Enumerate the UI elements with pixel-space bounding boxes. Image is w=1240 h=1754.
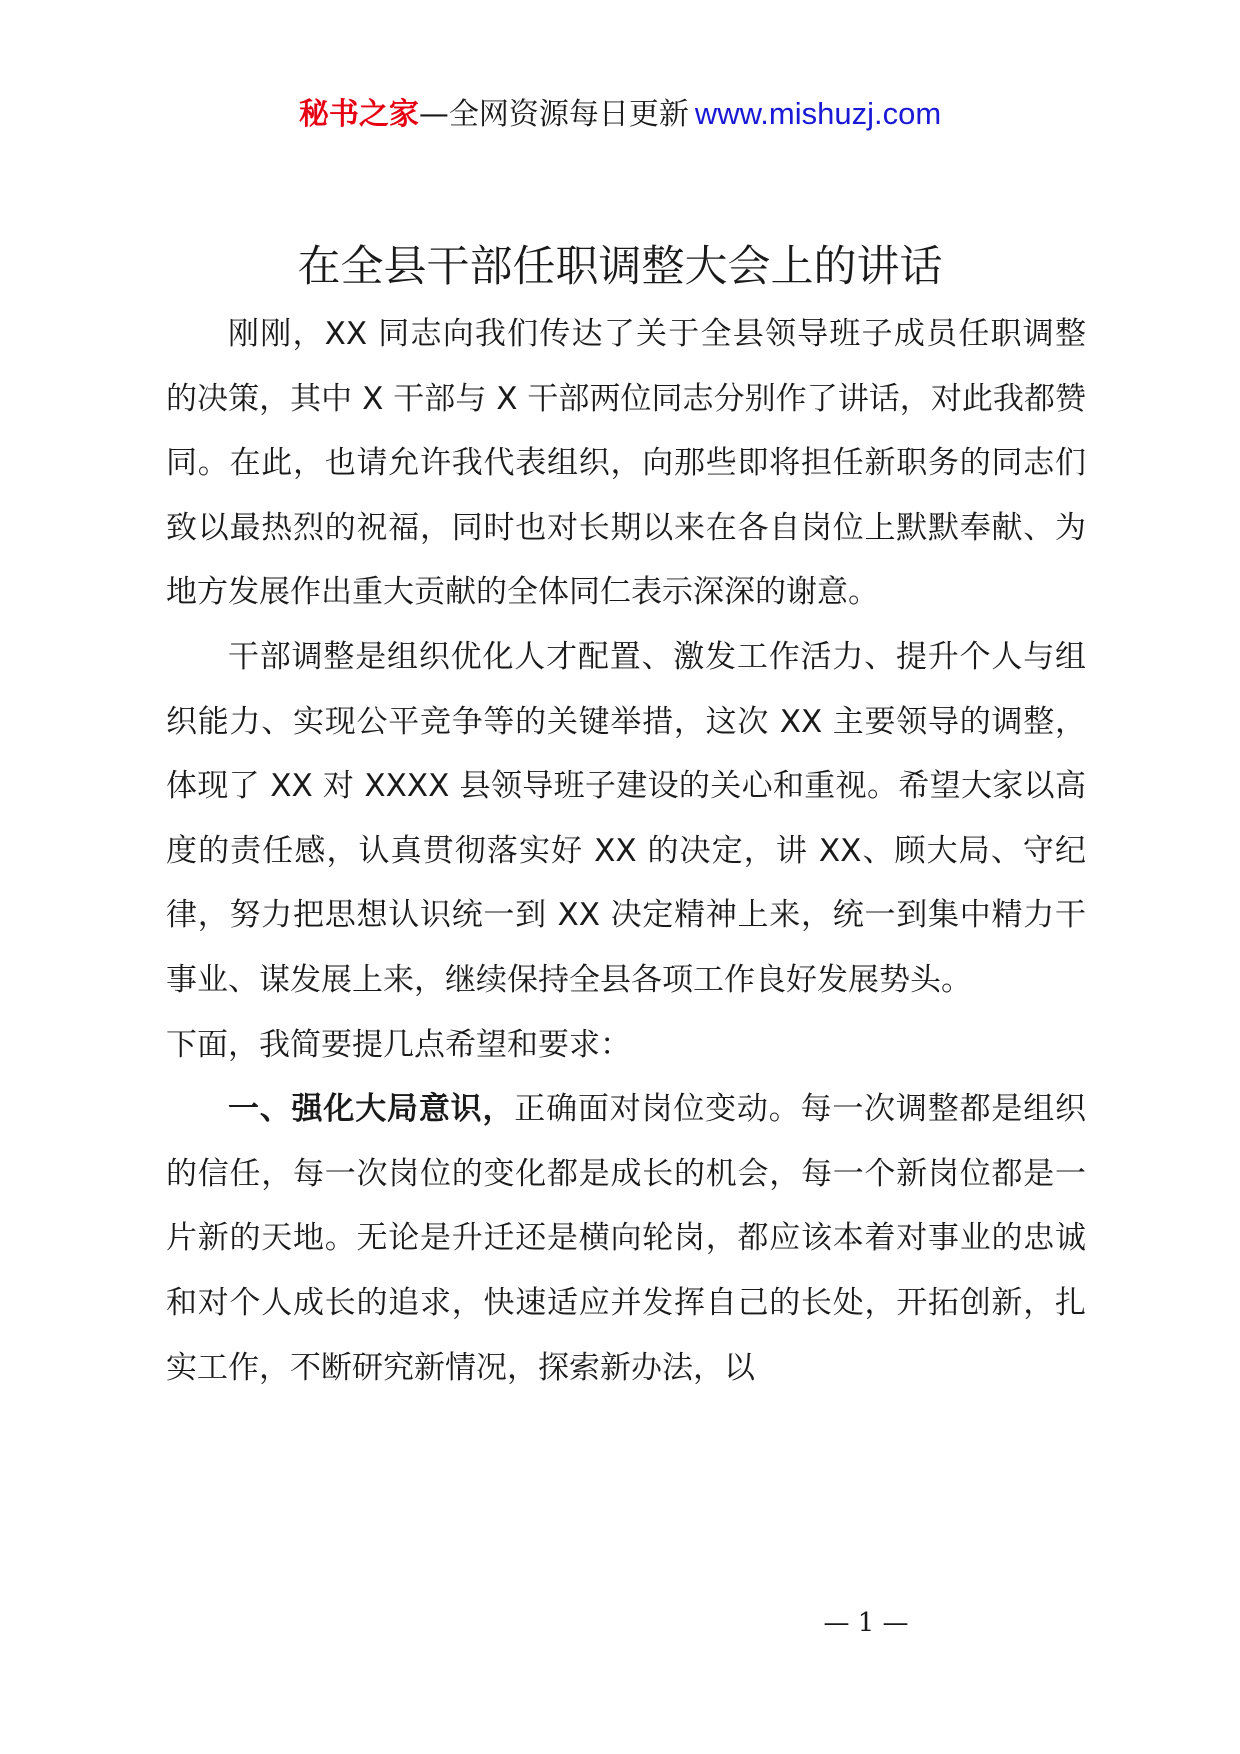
site-url-link[interactable]: www.mishuzj.com <box>694 96 942 131</box>
site-watermark-header <box>0 94 1240 135</box>
paragraph-section-one <box>166 1077 1086 1400</box>
brand-name: 秘书之家 <box>298 97 419 132</box>
paragraph-requirements-lead: 下面，我简要提几点希望和要求： <box>166 1026 631 1063</box>
document-title: 在全县干部任职调整大会上的讲话 <box>297 242 943 292</box>
paragraph-adjustment: 干部调整是组织优化人才配置、激发工作活力、提升个人与组织能力、实现公平竞争等的关键举措，这次 XX 主要领导的调整，体现了 XX 对 XXXX 县领导班子建设的关心和重视。希望大家以高度的责任感，认真贯彻落实好 XX 的决定，讲 XX、顾大局、守纪律，努力把思想认识统一到 XX 决定精神上来，统一到集中精力干事业、谋发展上来，继续保持全县各项工作良好发展势头。 <box>166 638 1086 998</box>
section-one-heading: 一、强化大局意识， <box>228 1091 515 1128</box>
slogan-text: —全网资源每日更新 <box>418 97 689 132</box>
document-body <box>166 302 1086 1400</box>
page-number <box>0 1606 1240 1640</box>
paragraph-intro: 刚刚，XX 同志向我们传达了关于全县领导班子成员任职调整的决策，其中 X 干部与 X 干部两位同志分别作了讲话，对此我都赞同。在此，也请允许我代表组织，向那些即将担任新职务的同志们致以最热烈的祝福，同时也对长期以来在各自岗位上默默奉献、为地方发展作出重大贡献的全体同仁表示深深的谢意。 <box>166 316 1086 611</box>
section-one-text: 正确面对岗位变动。每一次调整都是组织的信任，每一次岗位的变化都是成长的机会，每一个新岗位都是一片新的天地。无论是升迁还是横向轮岗，都应该本着对事业的忠诚和对个人成长的追求，快速适应并发挥自己的长处，开拓创新，扎实工作，不断研究新情况，探索新办法，以 <box>166 1091 1087 1386</box>
page-number-label: — 1 — <box>823 1608 909 1638</box>
